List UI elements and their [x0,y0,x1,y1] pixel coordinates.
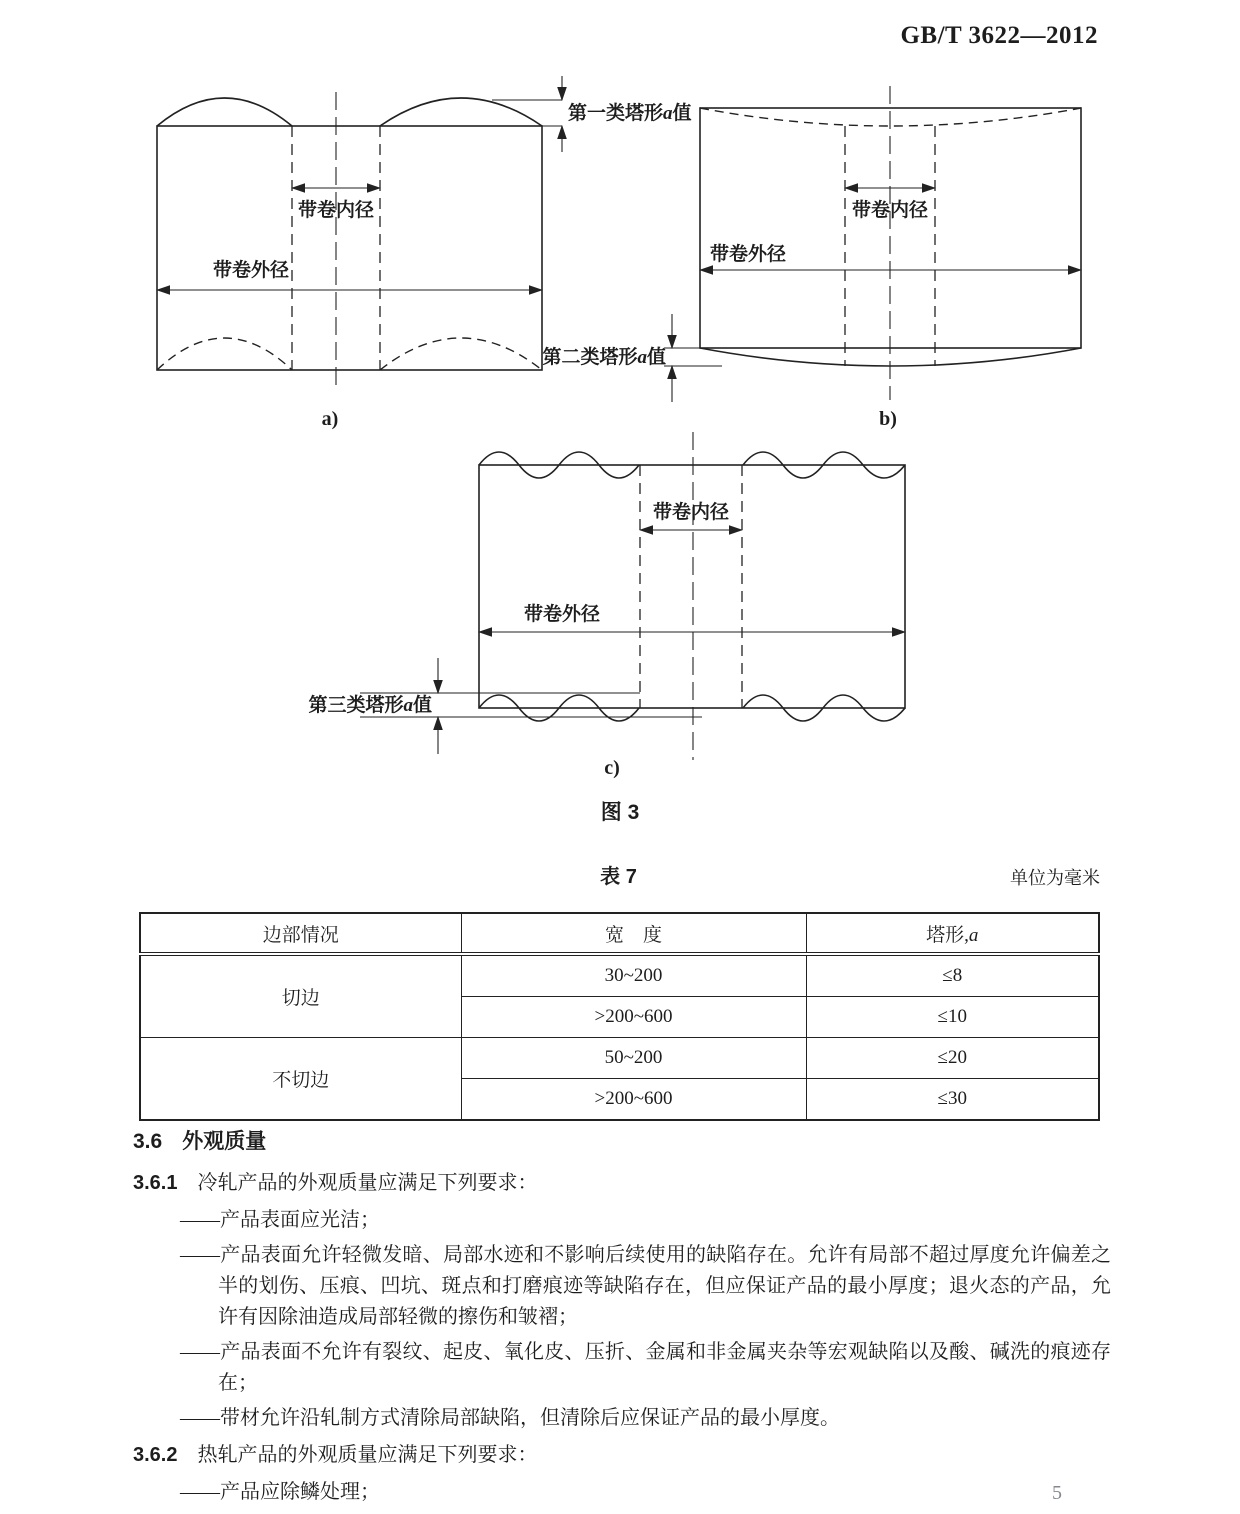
tower-type2-dimension [542,314,722,402]
list-item: ——产品表面应光洁； [180,1209,380,1231]
coil-c-outer-diameter-dimension [479,602,905,632]
table7 [139,912,1100,1121]
figure3-panels-ab [140,70,1100,440]
tower-type3-dimension [308,658,702,754]
list-item: ——产品表面允许轻微发暗、局部水迹和不影响后续使用的缺陷存在。允许有局部不超过厚度允许偏差之半的划伤、压痕、凹坑、斑点和打磨痕迹等缺陷存在，但应保证产品的最小厚度；退火态的产品，允许有因除油造成局部轻微的擦伤和皱褶； [180,1244,1111,1328]
coil-c-inner-diameter-dimension [640,500,742,530]
page-number: 5 [1052,1482,1062,1504]
coil-a-outer-diameter-dimension [157,258,542,290]
panel-a-caption: a) [321,408,339,430]
standard-code: GB/T 3622—2012 [900,22,1098,49]
section-3-6-heading [133,1126,1111,1157]
clause-number: 3.6.1 [133,1172,178,1194]
table-row [140,954,1099,997]
body-text [133,1126,1111,1512]
col-header-edge-condition: 边部情况 [140,913,461,954]
clause-3-6-1 [133,1168,1111,1199]
section-number: 3.6 [133,1130,163,1153]
panel-c-caption: c) [604,757,620,779]
coil-c-inner-diameter-label: 带卷内径 [652,502,730,523]
col-header-tower: 塔形,a [806,913,1099,954]
cell-width: >200~600 [461,997,806,1038]
panel-b-caption: b) [879,408,897,430]
tower-type1-label: 第一类塔形a值 [568,103,692,124]
coil-c-outer-diameter-label: 带卷外径 [523,604,601,625]
table7-unit-note: 单位为毫米 [1010,868,1100,888]
col-header-width: 宽 度 [461,913,806,954]
clause-number: 3.6.2 [133,1444,178,1466]
list-item: ——产品应除鳞处理； [180,1481,380,1503]
cell-edge-trimmed: 切边 [140,954,461,1038]
coil-a-inner-diameter-label: 带卷内径 [297,200,375,221]
tower-type3-label: 第三类塔形a值 [308,695,432,716]
coil-b-outer-diameter-label: 带卷外径 [709,244,787,265]
clause-3-6-2 [133,1440,1111,1471]
cell-tower: ≤20 [806,1038,1099,1079]
coil-a-outer-diameter-label: 带卷外径 [212,260,290,281]
cell-tower: ≤8 [806,954,1099,997]
clause-text: 冷轧产品的外观质量应满足下列要求： [197,1172,538,1194]
figure3-caption: 图 3 [600,801,640,824]
table-header-row [140,913,1099,954]
coil-b-inner-diameter-label: 带卷内径 [851,200,929,221]
cell-width: 30~200 [461,954,806,997]
clause-text: 热轧产品的外观质量应满足下列要求： [197,1444,538,1466]
coil-a-outline [157,92,542,392]
table7-caption: 表 7 [600,866,637,888]
cell-tower: ≤10 [806,997,1099,1038]
cell-tower: ≤30 [806,1079,1099,1121]
figure3-panel-c [300,430,940,830]
section-title: 外观质量 [182,1130,267,1153]
list-item: ——带材允许沿轧制方式清除局部缺陷，但清除后应保证产品的最小厚度。 [180,1407,840,1429]
cell-width: >200~600 [461,1079,806,1121]
coil-b-outline [700,86,1081,400]
tower-type2-label: 第二类塔形a值 [542,347,666,368]
cell-edge-untrimmed: 不切边 [140,1038,461,1121]
cell-width: 50~200 [461,1038,806,1079]
table-row [140,1038,1099,1079]
list-item: ——产品表面不允许有裂纹、起皮、氧化皮、压折、金属和非金属夹杂等宏观缺陷以及酸、碱洗的痕迹存在； [180,1341,1111,1394]
coil-c-outline [479,432,905,760]
